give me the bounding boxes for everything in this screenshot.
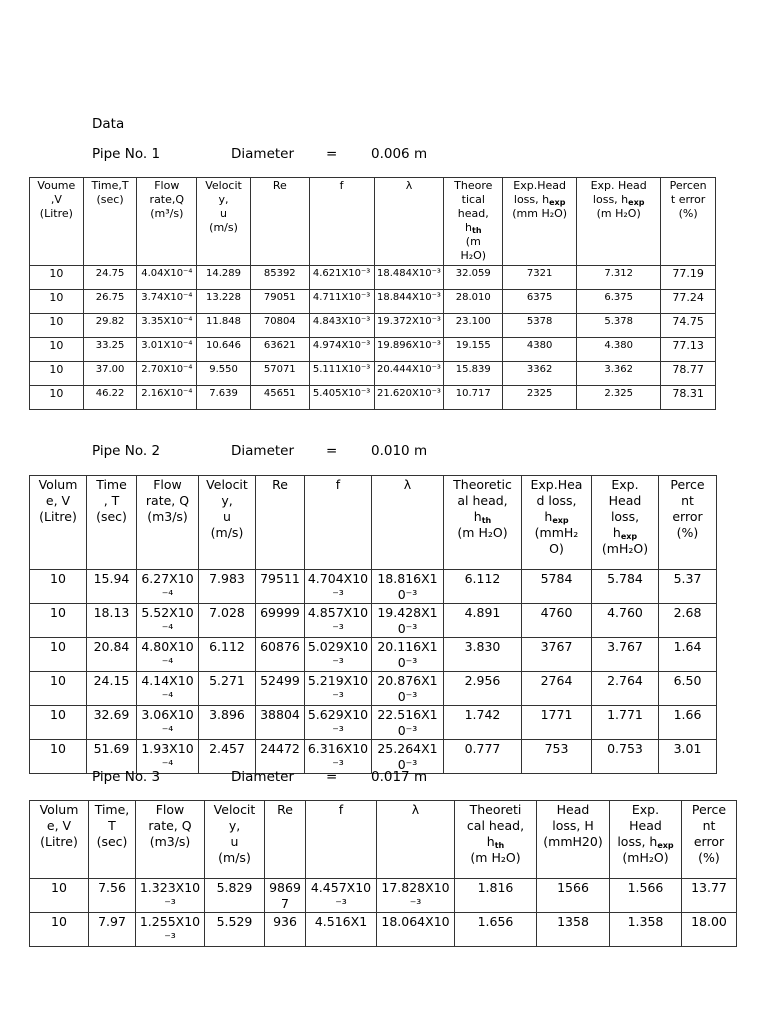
table-cell: 5.784	[592, 570, 659, 604]
table-cell: 0.777	[444, 740, 522, 774]
column-header-text: Exp.Head loss, h	[513, 179, 566, 206]
table-cell: 10	[30, 638, 87, 672]
column-header-text: Flow rate, Q (m3/s)	[145, 477, 190, 524]
table-cell: 4.80X10⁻⁴	[137, 638, 199, 672]
column-header-text: Head loss, H (mmH20)	[543, 802, 603, 849]
table-cell: 7.56	[89, 879, 136, 913]
column-header	[444, 178, 503, 266]
table-cell: 19.372X10⁻³	[374, 314, 444, 338]
table-cell: 6.375	[577, 290, 661, 314]
table-cell: 3.830	[444, 638, 522, 672]
table-row	[30, 638, 717, 672]
column-header	[89, 801, 136, 879]
table-cell: 5.271	[199, 672, 256, 706]
column-header	[30, 178, 84, 266]
table-cell: 4.974X10⁻³	[309, 338, 374, 362]
table-row	[30, 706, 717, 740]
table-cell: 1.323X10⁻³	[136, 879, 205, 913]
table-cell: 18.13	[87, 604, 137, 638]
column-header-text: Exp.Hea d loss, h	[530, 477, 583, 524]
table-cell: 7.983	[199, 570, 256, 604]
column-header	[522, 476, 592, 570]
column-header-subscript: exp	[657, 841, 674, 850]
column-header-unit: (m H₂O)	[457, 525, 508, 540]
table-cell: 6.112	[199, 638, 256, 672]
column-header-text: Re	[272, 179, 287, 192]
table-cell: 78.77	[661, 362, 716, 386]
table-cell: 98697	[265, 879, 306, 913]
table-cell: 79511	[256, 570, 305, 604]
table-cell: 85392	[250, 266, 309, 290]
table-cell: 1566	[537, 879, 610, 913]
table-cell: 1.64	[659, 638, 717, 672]
table-cell: 4.14X10⁻⁴	[137, 672, 199, 706]
table-cell: 3362	[503, 362, 577, 386]
pipe-1-diameter-value: 0.006 m	[371, 146, 428, 162]
column-header	[610, 801, 682, 879]
column-header	[592, 476, 659, 570]
table-cell: 19.896X10⁻³	[374, 338, 444, 362]
table-cell: 5.219X10⁻³	[305, 672, 372, 706]
table-cell: 18.064X10	[377, 913, 455, 947]
table-cell: 32.69	[87, 706, 137, 740]
table-cell: 21.620X10⁻³	[374, 386, 444, 410]
table-cell: 26.75	[83, 290, 137, 314]
table-cell: 4.621X10⁻³	[309, 266, 374, 290]
table-cell: 14.289	[197, 266, 251, 290]
table-row	[30, 338, 716, 362]
table-cell: 18.844X10⁻³	[374, 290, 444, 314]
table-cell: 2.70X10⁻⁴	[137, 362, 197, 386]
table-cell: 2325	[503, 386, 577, 410]
table-cell: 15.94	[87, 570, 137, 604]
column-header-subscript: th	[472, 226, 482, 235]
table-cell: 753	[522, 740, 592, 774]
table-cell: 2.764	[592, 672, 659, 706]
column-header-text: Velocit y, u (m/s)	[213, 802, 256, 865]
column-header	[309, 178, 374, 266]
pipe-3-equals: =	[326, 769, 338, 785]
table-row	[30, 879, 737, 913]
table-cell: 37.00	[83, 362, 137, 386]
table-cell: 22.516X10⁻³	[372, 706, 444, 740]
column-header	[199, 476, 256, 570]
pipe-3-diameter-label: Diameter	[231, 769, 295, 785]
table-row	[30, 362, 716, 386]
pipe-1-label: Pipe No. 1	[92, 146, 161, 162]
table-cell: 33.25	[83, 338, 137, 362]
table-row	[30, 314, 716, 338]
table-cell: 10	[30, 314, 84, 338]
table-cell: 77.13	[661, 338, 716, 362]
table-cell: 1.255X10⁻³	[136, 913, 205, 947]
table-cell: 7321	[503, 266, 577, 290]
table-cell: 5.629X10⁻³	[305, 706, 372, 740]
table-cell: 10	[30, 386, 84, 410]
table-cell: 4.891	[444, 604, 522, 638]
table-cell: 18.816X10⁻³	[372, 570, 444, 604]
table-cell: 23.100	[444, 314, 503, 338]
column-header-text: Perce nt error (%)	[670, 477, 705, 540]
table-cell: 20.116X10⁻³	[372, 638, 444, 672]
table-cell: 13.77	[682, 879, 737, 913]
table-cell: 0.753	[592, 740, 659, 774]
table-cell: 6.316X10⁻³	[305, 740, 372, 774]
column-header	[682, 801, 737, 879]
table-cell: 4760	[522, 604, 592, 638]
table-row	[30, 266, 716, 290]
column-header-text: Volum e, V (Litre)	[38, 477, 78, 524]
column-header	[250, 178, 309, 266]
pipe-2-equals: =	[326, 443, 338, 459]
table-cell: 2.956	[444, 672, 522, 706]
column-header-text: λ	[411, 802, 420, 817]
table-cell: 13.228	[197, 290, 251, 314]
pipe-1-table	[29, 177, 716, 410]
column-header	[265, 801, 306, 879]
table-cell: 19.428X10⁻³	[372, 604, 444, 638]
table-cell: 2764	[522, 672, 592, 706]
column-header-unit: (m H₂O)	[470, 850, 521, 865]
column-header-unit: (mH₂O)	[601, 541, 649, 556]
table-cell: 4.516X1	[306, 913, 377, 947]
table-cell: 4.843X10⁻³	[309, 314, 374, 338]
table-cell: 3.35X10⁻⁴	[137, 314, 197, 338]
column-header	[537, 801, 610, 879]
table-row	[30, 913, 737, 947]
table-cell: 57071	[250, 362, 309, 386]
column-header-text: λ	[403, 477, 412, 492]
table-cell: 24472	[256, 740, 305, 774]
pipe-2-diameter-value: 0.010 m	[371, 443, 428, 459]
table-cell: 4.380	[577, 338, 661, 362]
column-header-subscript: exp	[552, 516, 569, 525]
table-cell: 74.75	[661, 314, 716, 338]
column-header	[87, 476, 137, 570]
column-header	[377, 801, 455, 879]
table-cell: 10	[30, 338, 84, 362]
table-cell: 10	[30, 604, 87, 638]
table-row	[30, 672, 717, 706]
column-header-text: Exp. Head loss, h	[617, 802, 662, 849]
table-cell: 78.31	[661, 386, 716, 410]
column-header-text: Exp. Head loss, h	[608, 477, 642, 540]
table-cell: 1.358	[610, 913, 682, 947]
table-row	[30, 290, 716, 314]
table-cell: 25.264X10⁻³	[372, 740, 444, 774]
table-cell: 1.566	[610, 879, 682, 913]
column-header-text: λ	[405, 179, 413, 192]
column-header-text: Percen t error (%)	[669, 179, 707, 220]
table-cell: 10	[30, 672, 87, 706]
column-header	[197, 178, 251, 266]
table-cell: 10	[30, 706, 87, 740]
column-header	[137, 178, 197, 266]
column-header-unit: (mH₂O)	[622, 850, 669, 865]
pipe-3-diameter-value: 0.017 m	[371, 769, 428, 785]
table-cell: 4.704X10⁻³	[305, 570, 372, 604]
table-cell: 77.19	[661, 266, 716, 290]
column-header-text: f	[335, 477, 341, 492]
table-cell: 3.362	[577, 362, 661, 386]
column-header	[444, 476, 522, 570]
table-cell: 28.010	[444, 290, 503, 314]
table-cell: 60876	[256, 638, 305, 672]
table-cell: 32.059	[444, 266, 503, 290]
table-cell: 4.457X10⁻³	[306, 879, 377, 913]
header-row	[30, 476, 717, 570]
column-header-unit: (mmH₂ O)	[534, 525, 579, 556]
table-cell: 45651	[250, 386, 309, 410]
table-cell: 1771	[522, 706, 592, 740]
table-cell: 3.896	[199, 706, 256, 740]
table-cell: 7.312	[577, 266, 661, 290]
column-header-text: Flow rate, Q (m3/s)	[148, 802, 192, 849]
column-header-text: Theoretic al head, h	[453, 477, 512, 524]
table-cell: 10	[30, 913, 89, 947]
column-header-text: Theoreti cal head, h	[466, 802, 525, 849]
column-header	[306, 801, 377, 879]
column-header	[372, 476, 444, 570]
table-cell: 3.767	[592, 638, 659, 672]
table-cell: 10	[30, 362, 84, 386]
column-header-text: Perce nt error (%)	[691, 802, 727, 865]
table-cell: 52499	[256, 672, 305, 706]
pipe-2-diameter-label: Diameter	[231, 443, 295, 459]
table-cell: 3.74X10⁻⁴	[137, 290, 197, 314]
table-cell: 5.378	[577, 314, 661, 338]
column-header	[659, 476, 717, 570]
column-header-text: Time,T (sec)	[91, 179, 129, 206]
table-cell: 2.68	[659, 604, 717, 638]
column-header-subscript: exp	[549, 198, 566, 207]
table-cell: 2.457	[199, 740, 256, 774]
table-cell: 1.742	[444, 706, 522, 740]
column-header-subscript: exp	[620, 532, 638, 541]
pipe-2-table	[29, 475, 717, 774]
column-header-subscript: th	[481, 516, 492, 525]
column-header-unit: (m H₂O)	[596, 207, 641, 220]
column-header-subscript: exp	[628, 198, 645, 207]
column-header-text: Flow rate,Q (m³/s)	[149, 179, 185, 220]
pipe-1-diameter-label: Diameter	[231, 146, 295, 162]
table-cell: 3.01X10⁻⁴	[137, 338, 197, 362]
column-header-text: Velocit y, u (m/s)	[206, 477, 248, 540]
table-row	[30, 604, 717, 638]
table-cell: 5.111X10⁻³	[309, 362, 374, 386]
column-header	[205, 801, 265, 879]
table-cell: 46.22	[83, 386, 137, 410]
table-cell: 3.01	[659, 740, 717, 774]
table-cell: 24.15	[87, 672, 137, 706]
column-header-text: f	[339, 179, 344, 192]
table-cell: 10.646	[197, 338, 251, 362]
header-row	[30, 178, 716, 266]
column-header-text: Re	[272, 477, 288, 492]
column-header	[661, 178, 716, 266]
table-cell: 7.639	[197, 386, 251, 410]
table-cell: 19.155	[444, 338, 503, 362]
column-header-text: Volum e, V (Litre)	[39, 802, 79, 849]
pipe-3-label: Pipe No. 3	[92, 769, 161, 785]
table-cell: 1.771	[592, 706, 659, 740]
table-cell: 7.97	[89, 913, 136, 947]
column-header-text: Time, T (sec)	[94, 802, 130, 849]
table-cell: 10	[30, 570, 87, 604]
column-header-text: Re	[277, 802, 293, 817]
table-cell: 38804	[256, 706, 305, 740]
table-cell: 6375	[503, 290, 577, 314]
table-cell: 6.50	[659, 672, 717, 706]
table-cell: 1.816	[455, 879, 537, 913]
column-header	[136, 801, 205, 879]
column-header-text: f	[338, 802, 344, 817]
table-cell: 10	[30, 290, 84, 314]
table-cell: 7.028	[199, 604, 256, 638]
table-cell: 1.656	[455, 913, 537, 947]
table-cell: 63621	[250, 338, 309, 362]
table-cell: 1.66	[659, 706, 717, 740]
header-row	[30, 801, 737, 879]
table-cell: 17.828X10⁻³	[377, 879, 455, 913]
table-cell: 70804	[250, 314, 309, 338]
table-cell: 79051	[250, 290, 309, 314]
table-cell: 5378	[503, 314, 577, 338]
table-cell: 18.00	[682, 913, 737, 947]
table-cell: 5.37	[659, 570, 717, 604]
column-header-unit: (mm H₂O)	[512, 207, 568, 220]
column-header	[577, 178, 661, 266]
table-row	[30, 570, 717, 604]
table-cell: 936	[265, 913, 306, 947]
column-header-text: Velocit y, u (m/s)	[205, 179, 242, 234]
table-cell: 5.52X10⁻⁴	[137, 604, 199, 638]
column-header	[256, 476, 305, 570]
column-header	[374, 178, 444, 266]
column-header-text: Theore tical head, h	[454, 179, 493, 234]
pipe-3-table	[29, 800, 737, 947]
table-cell: 15.839	[444, 362, 503, 386]
table-cell: 20.84	[87, 638, 137, 672]
table-cell: 51.69	[87, 740, 137, 774]
table-cell: 4.711X10⁻³	[309, 290, 374, 314]
table-cell: 10	[30, 879, 89, 913]
table-cell: 77.24	[661, 290, 716, 314]
table-cell: 9.550	[197, 362, 251, 386]
table-cell: 20.876X10⁻³	[372, 672, 444, 706]
table-cell: 10	[30, 266, 84, 290]
column-header-text: Voume ,V (Litre)	[37, 179, 76, 220]
pipe-1-equals: =	[326, 146, 338, 162]
table-cell: 4.04X10⁻⁴	[137, 266, 197, 290]
table-cell: 4.857X10⁻³	[305, 604, 372, 638]
table-cell: 69999	[256, 604, 305, 638]
column-header	[137, 476, 199, 570]
column-header	[503, 178, 577, 266]
table-cell: 5.529	[205, 913, 265, 947]
column-header	[83, 178, 137, 266]
column-header-unit: (m H₂O)	[460, 235, 487, 262]
table-cell: 5.829	[205, 879, 265, 913]
table-cell: 29.82	[83, 314, 137, 338]
table-cell: 4.760	[592, 604, 659, 638]
table-cell: 3.06X10⁻⁴	[137, 706, 199, 740]
table-cell: 5.405X10⁻³	[309, 386, 374, 410]
column-header	[30, 801, 89, 879]
column-header	[30, 476, 87, 570]
column-header	[455, 801, 537, 879]
table-cell: 1.93X10⁻⁴	[137, 740, 199, 774]
table-cell: 10	[30, 740, 87, 774]
table-cell: 20.444X10⁻³	[374, 362, 444, 386]
table-cell: 24.75	[83, 266, 137, 290]
table-cell: 2.16X10⁻⁴	[137, 386, 197, 410]
table-cell: 4380	[503, 338, 577, 362]
table-row	[30, 386, 716, 410]
table-cell: 18.484X10⁻³	[374, 266, 444, 290]
table-cell: 6.112	[444, 570, 522, 604]
column-header-text: Time , T (sec)	[96, 477, 127, 524]
column-header-subscript: th	[494, 841, 505, 850]
column-header	[305, 476, 372, 570]
table-cell: 5.029X10⁻³	[305, 638, 372, 672]
table-cell: 2.325	[577, 386, 661, 410]
table-cell: 3767	[522, 638, 592, 672]
pipe-2-label: Pipe No. 2	[92, 443, 161, 459]
column-header-text: Exp. Head loss, h	[590, 179, 647, 206]
table-cell: 1358	[537, 913, 610, 947]
table-cell: 10.717	[444, 386, 503, 410]
data-heading: Data	[92, 116, 125, 132]
table-cell: 6.27X10⁻⁴	[137, 570, 199, 604]
table-cell: 5784	[522, 570, 592, 604]
table-cell: 11.848	[197, 314, 251, 338]
